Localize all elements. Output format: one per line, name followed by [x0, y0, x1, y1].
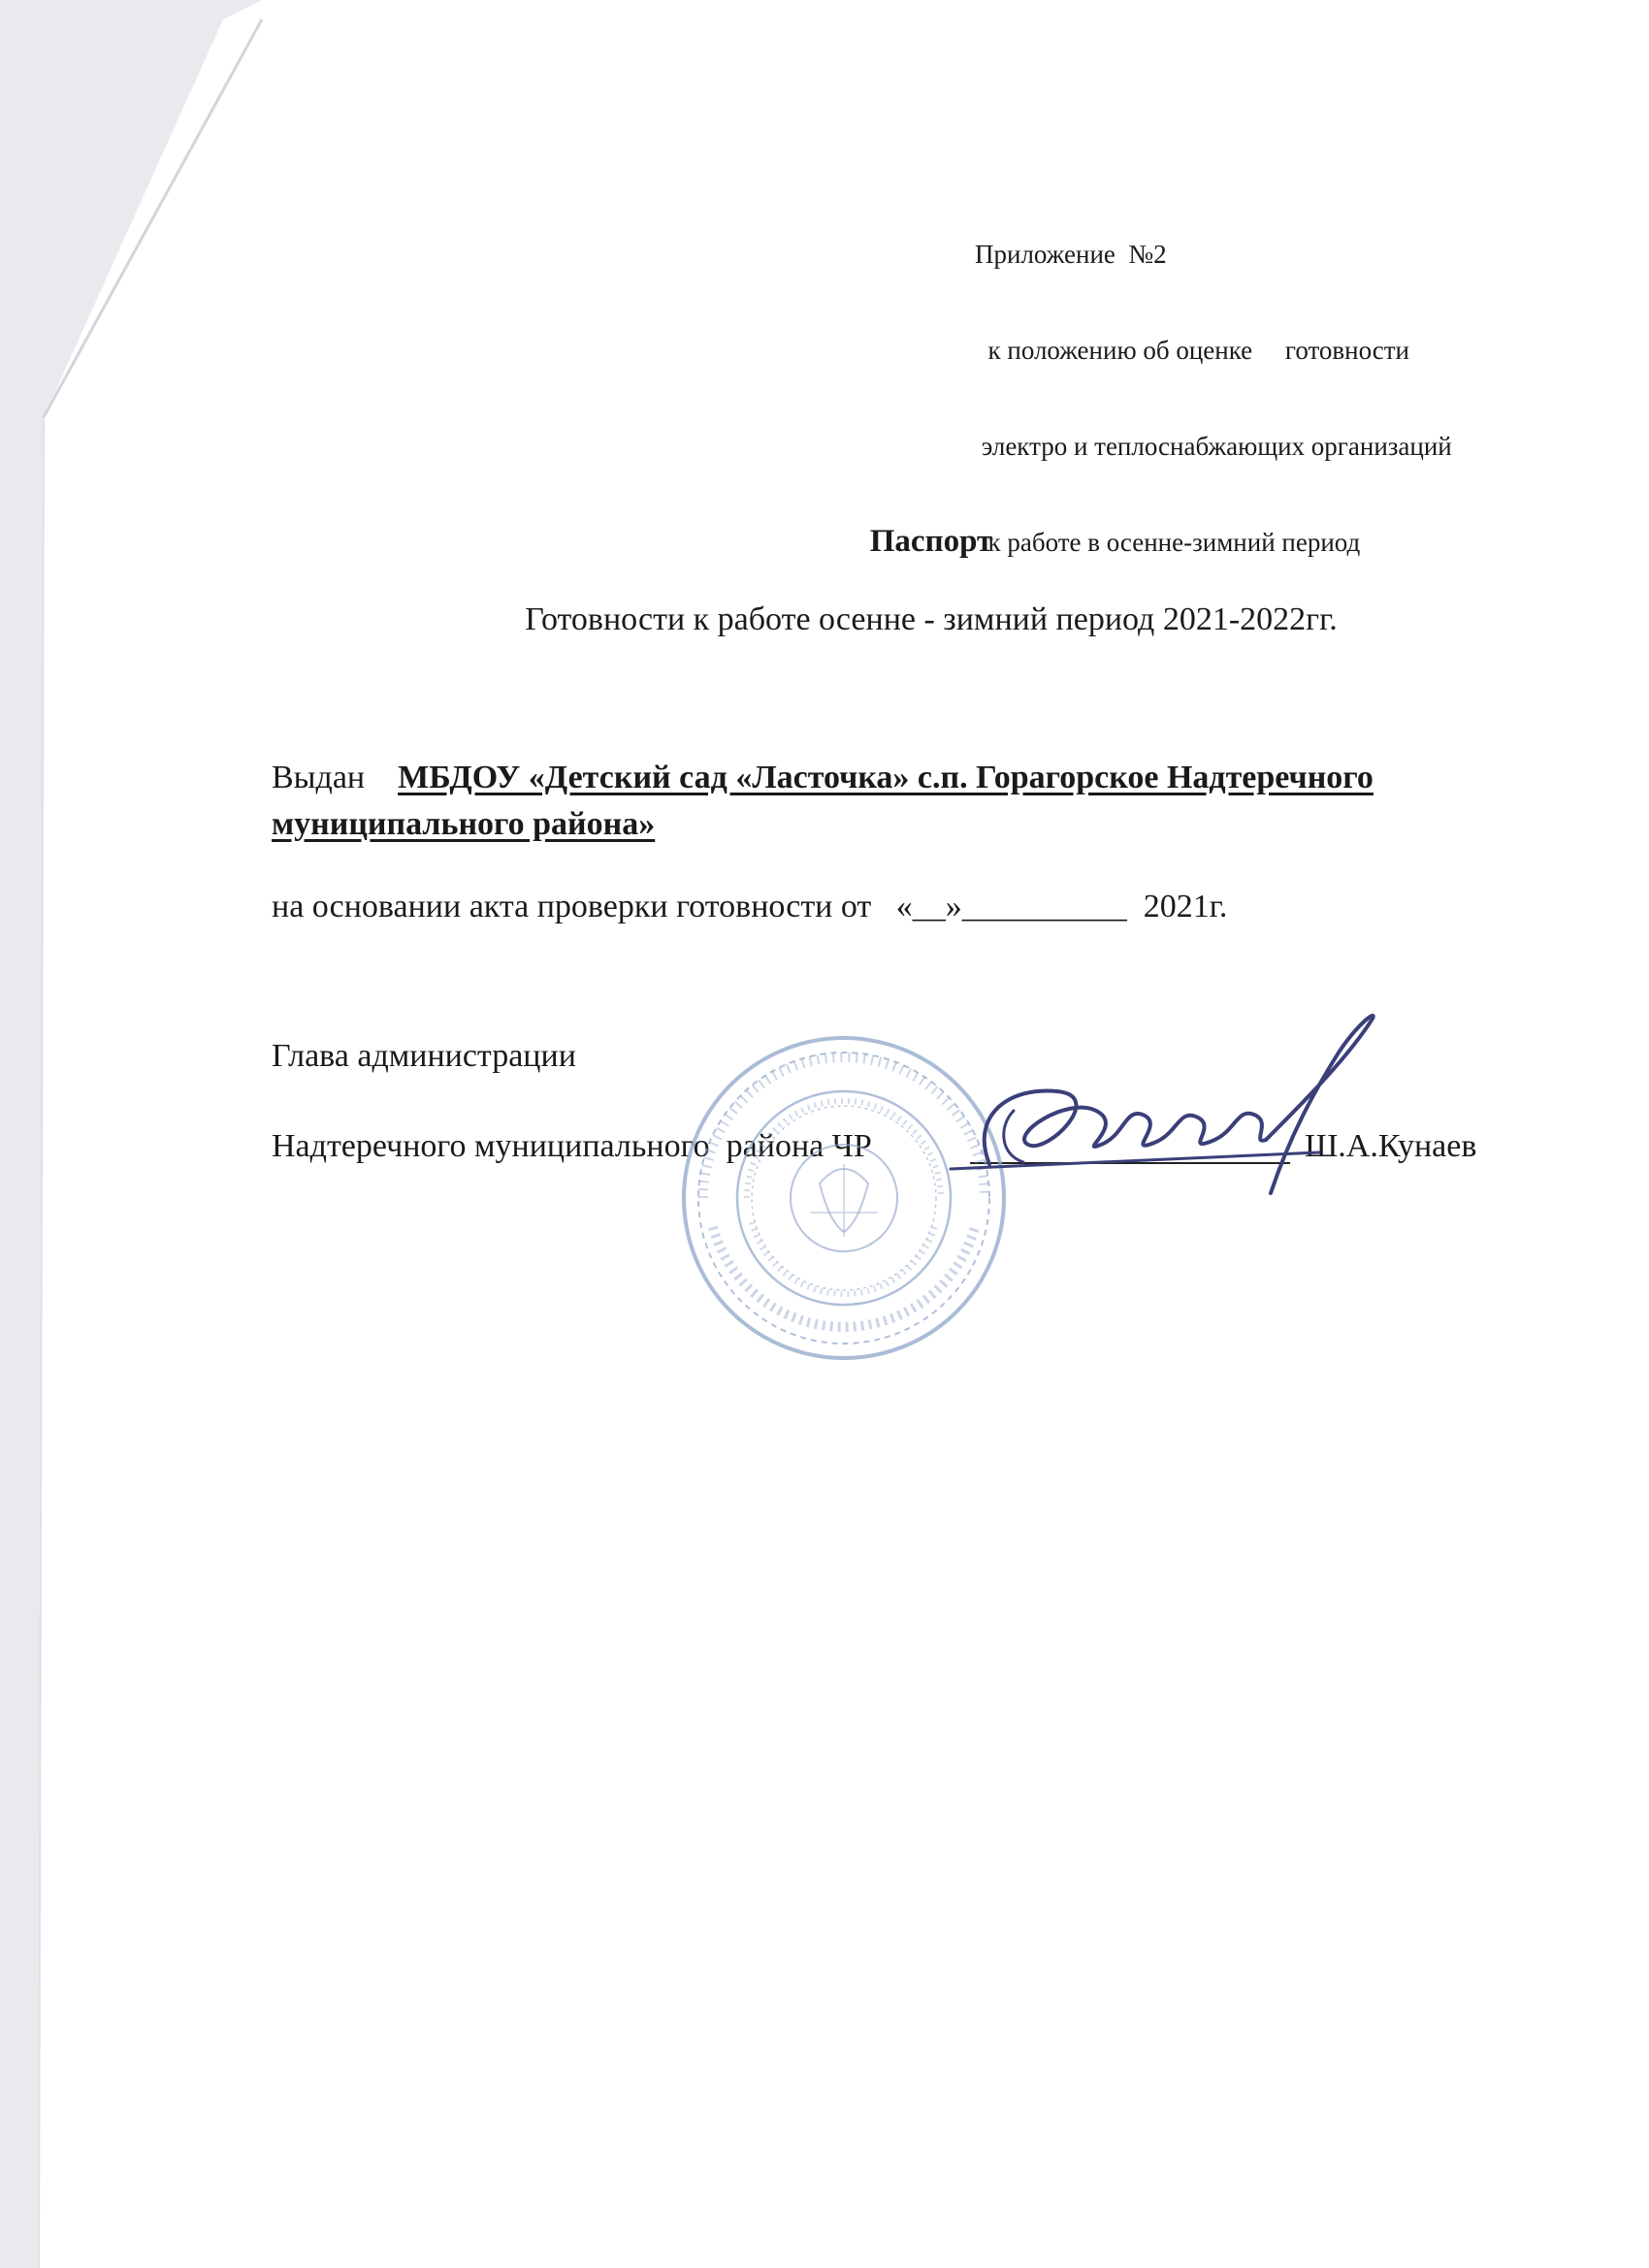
- organization-name: МБДОУ «Детский сад «Ласточка» с.п. Горагорское Надтеречного муниципального района»: [272, 760, 1374, 842]
- document-subtitle: Готовности к работе осенне - зимний период 2021-2022гг.: [525, 601, 1338, 637]
- handwritten-signature: [931, 999, 1387, 1213]
- document-title: Паспорт: [869, 524, 993, 559]
- appendix-line-3: электро и теплоснабжающих организаций: [975, 432, 1452, 461]
- appendix-line-1: Приложение №2: [975, 240, 1167, 269]
- basis-text: на основании акта проверки готовности от «__»__________ 2021г.: [272, 889, 1228, 924]
- signer-name: Ш.А.Кунаев: [1305, 1128, 1477, 1164]
- appendix-line-2: к положению об оценке готовности: [975, 336, 1410, 365]
- appendix-line-4: к работе в осенне-зимний период: [975, 528, 1361, 557]
- issued-prefix: Выдан: [272, 760, 366, 795]
- issued-to: [272, 755, 1591, 848]
- official-position-line-2: Надтеречного муниципального района ЧР: [272, 1128, 872, 1164]
- official-position-line-1: Глава администрации: [272, 1038, 576, 1074]
